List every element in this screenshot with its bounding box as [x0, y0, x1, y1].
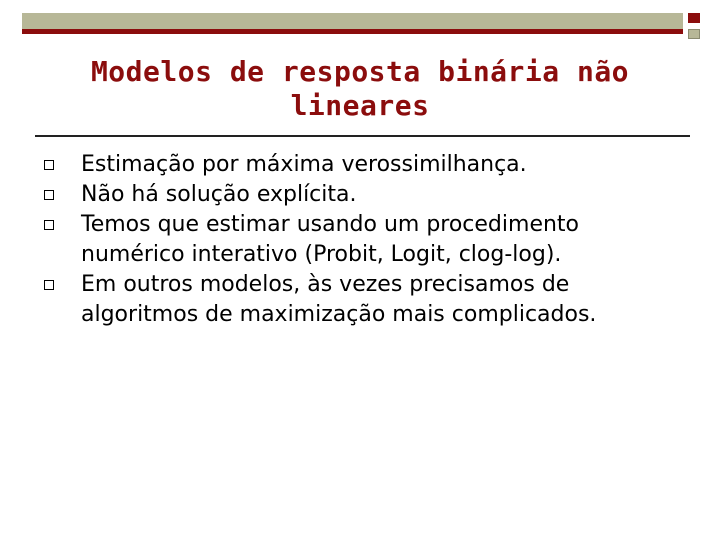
bullet-item	[40, 150, 700, 180]
corner-square-dark	[688, 13, 700, 23]
slide-title	[40, 55, 680, 123]
square-bullet-icon	[44, 220, 54, 230]
square-bullet-icon	[44, 190, 54, 200]
title-divider	[35, 135, 690, 137]
bullet-text: Estimação por máxima verossimilhança.	[81, 152, 527, 177]
slide-title-line-2: lineares	[290, 89, 430, 122]
bullet-text-continuation: algoritmos de maximização mais complicados.	[81, 302, 597, 327]
bullet-text: Em outros modelos, às vezes precisamos de	[81, 272, 570, 297]
bullet-item	[40, 180, 700, 210]
bullet-item	[40, 210, 700, 270]
bullet-text: Temos que estimar usando um procedimento	[81, 212, 580, 237]
corner-square-light	[688, 29, 700, 39]
bullet-text-continuation: numérico interativo (Probit, Logit, clog-log).	[81, 242, 562, 267]
bullet-list	[40, 150, 700, 330]
slide-title-line-1: Modelos de resposta binária não	[90, 55, 630, 88]
bullet-text: Não há solução explícita.	[81, 182, 357, 207]
square-bullet-icon	[44, 280, 54, 290]
square-bullet-icon	[44, 160, 54, 170]
header-decorative-band	[22, 13, 683, 34]
bullet-item	[40, 270, 700, 330]
